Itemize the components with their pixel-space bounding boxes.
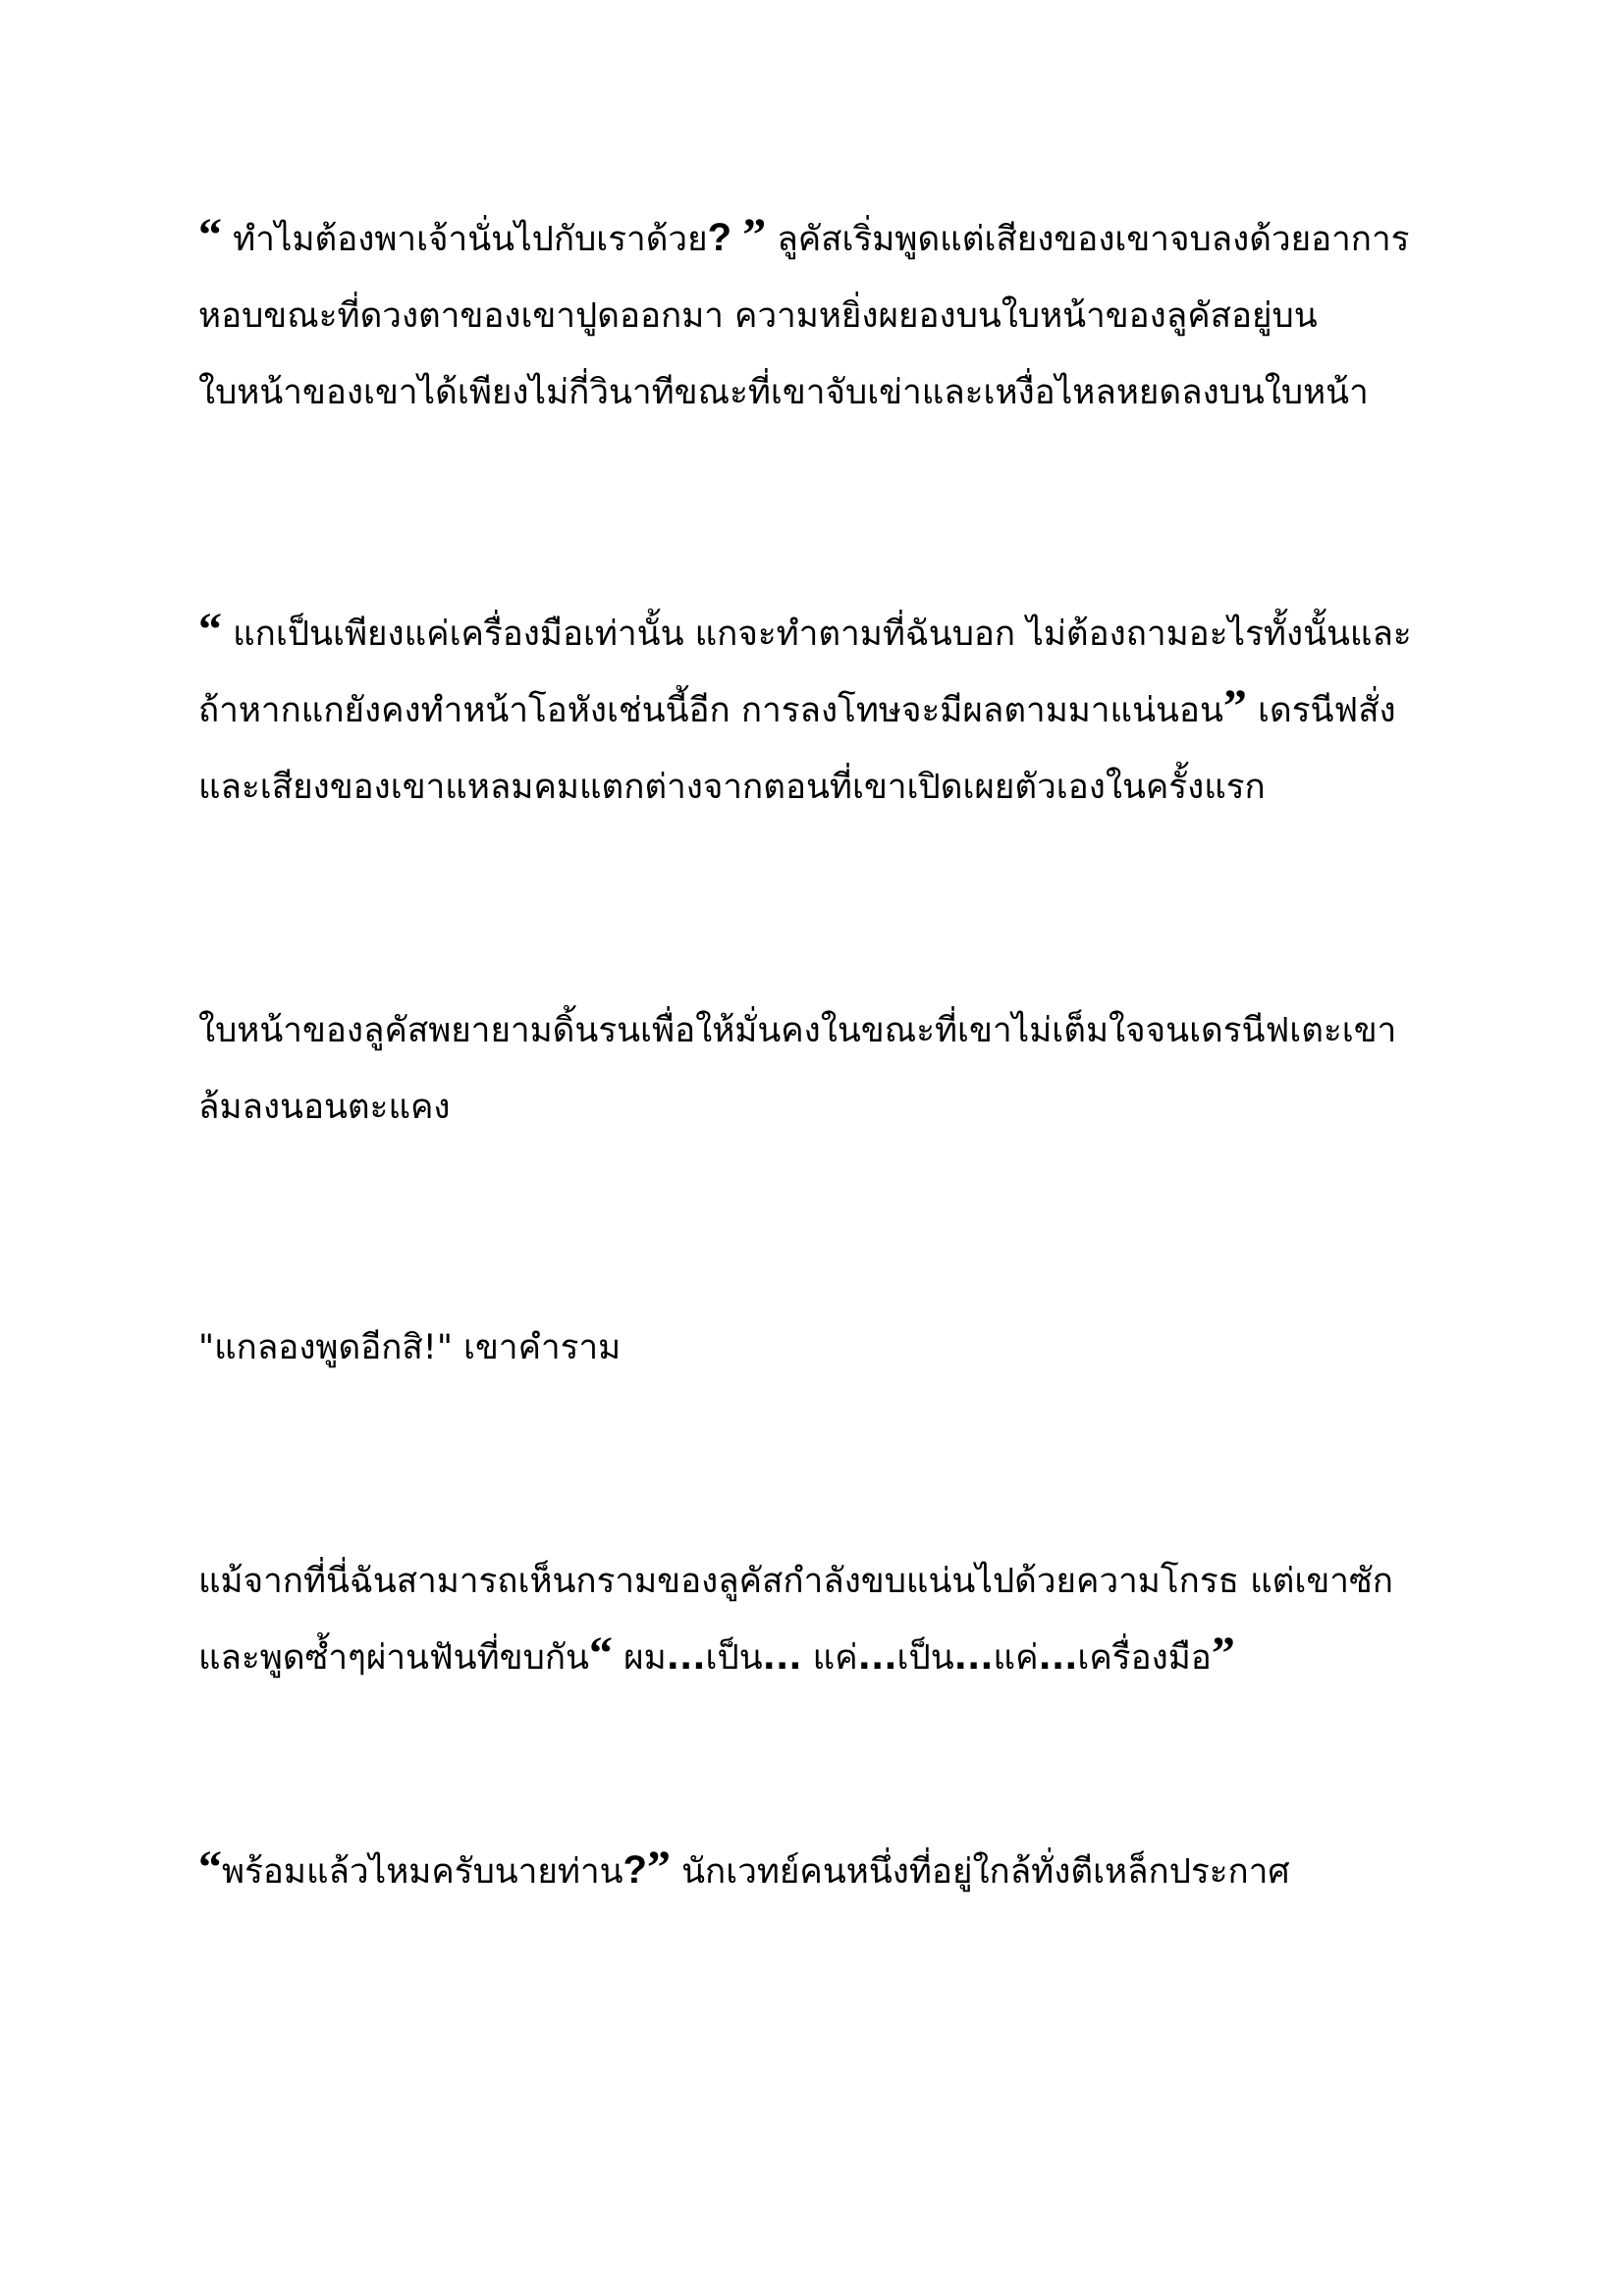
text-run: นักเวทย์คนหนึ่งที่อยู่ใกล้ทั่งตีเหล็กประกาศ (670, 1852, 1290, 1892)
text-run: เป็น (896, 1638, 954, 1678)
text-run: ผม (612, 1638, 667, 1678)
close-quote: ” (646, 1842, 671, 1894)
open-quote: “ (588, 1628, 613, 1680)
text-line (198, 1834, 1475, 1910)
paragraph-5 (198, 1543, 1475, 1696)
text-line: และเสียงของเขาแหลมคมแตกต่างจากตอนที่เขาเปิดเผยตัวเองในครั้งแรก (198, 768, 1266, 807)
paragraph-4 (198, 1309, 1475, 1386)
ellipsis: ... (953, 1638, 994, 1678)
paragraph-6 (198, 1834, 1475, 1910)
ellipsis: ... (762, 1638, 802, 1678)
text-line (198, 596, 1475, 672)
ellipsis: ... (1038, 1638, 1078, 1678)
open-quote: “ (198, 604, 222, 656)
text-line: "แกลองพูดอีกสิ!" เขาคำราม (198, 1328, 622, 1367)
question-mark: ? (623, 1848, 647, 1892)
text-run: เป็น (705, 1638, 763, 1678)
text-line: ใบหน้าของลูคัสพยายามดิ้นรนเพื่อให้มั่นคงในขณะที่เขาไม่เต็มใจจนเดรนีฟเตะเขา (198, 1011, 1397, 1050)
open-quote: “ (198, 209, 222, 261)
text-line: ล้มลงนอนตะแคง (198, 1088, 451, 1127)
text-run: เดรนีฟสั่ง (1246, 691, 1396, 730)
text-run: ถ้าหากแกยังคงทำหน้าโอหังเช่นนี้อีก การลงโทษจะมีผลตามมาแน่นอน (198, 691, 1223, 730)
ellipsis: ... (666, 1638, 706, 1678)
paragraph-2 (198, 596, 1475, 826)
text-run: พร้อมแล้วไหมครับนายท่าน (222, 1852, 623, 1892)
text-run: แค่ (801, 1638, 858, 1678)
close-quote: ” (1211, 1628, 1235, 1680)
text-line (198, 672, 1475, 749)
text-line (198, 201, 1475, 278)
text-line: ใบหน้าของเขาได้เพียงไม่กี่วินาทีขณะที่เขาจับเข่าและเหงื่อไหลหยดลงบนใบหน้า (198, 373, 1369, 412)
text-run: ทำไมต้องพาเจ้านั่นไปกับเราด้วย (222, 220, 708, 259)
text-run: แค่ (993, 1638, 1039, 1678)
space (731, 220, 742, 259)
text-run: ลูคัสเริ่มพูดแต่เสียงของเขาจบลงด้วยอาการ (766, 220, 1410, 259)
paragraph-1 (198, 201, 1475, 431)
close-quote: ” (742, 209, 767, 261)
open-quote: “ (198, 1842, 222, 1894)
close-quote: ” (1222, 680, 1247, 732)
question-mark: ? (707, 216, 732, 259)
paragraph-3 (198, 992, 1475, 1146)
text-run: และพูดซ้ำๆผ่านฟันที่ขบกัน (198, 1638, 589, 1678)
ellipsis: ... (857, 1638, 897, 1678)
text-line (198, 1620, 1475, 1696)
text-run: เครื่องมือ (1077, 1638, 1212, 1678)
text-line: แม้จากที่นี่ฉันสามารถเห็นกรามของลูคัสกำลังขบแน่นไปด้วยความโกรธ แต่เขาซัก (198, 1562, 1393, 1601)
text-run: แกเป็นเพียงแค่เครื่องมือเท่านั้น แกจะทำตามที่ฉันบอก ไม่ต้องถามอะไรทั้งนั้นและ (222, 614, 1412, 654)
text-line: หอบขณะที่ดวงตาของเขาปูดออกมา ความหยิ่งผยองบนใบหน้าของลูคัสอยู่บน (198, 296, 1318, 336)
